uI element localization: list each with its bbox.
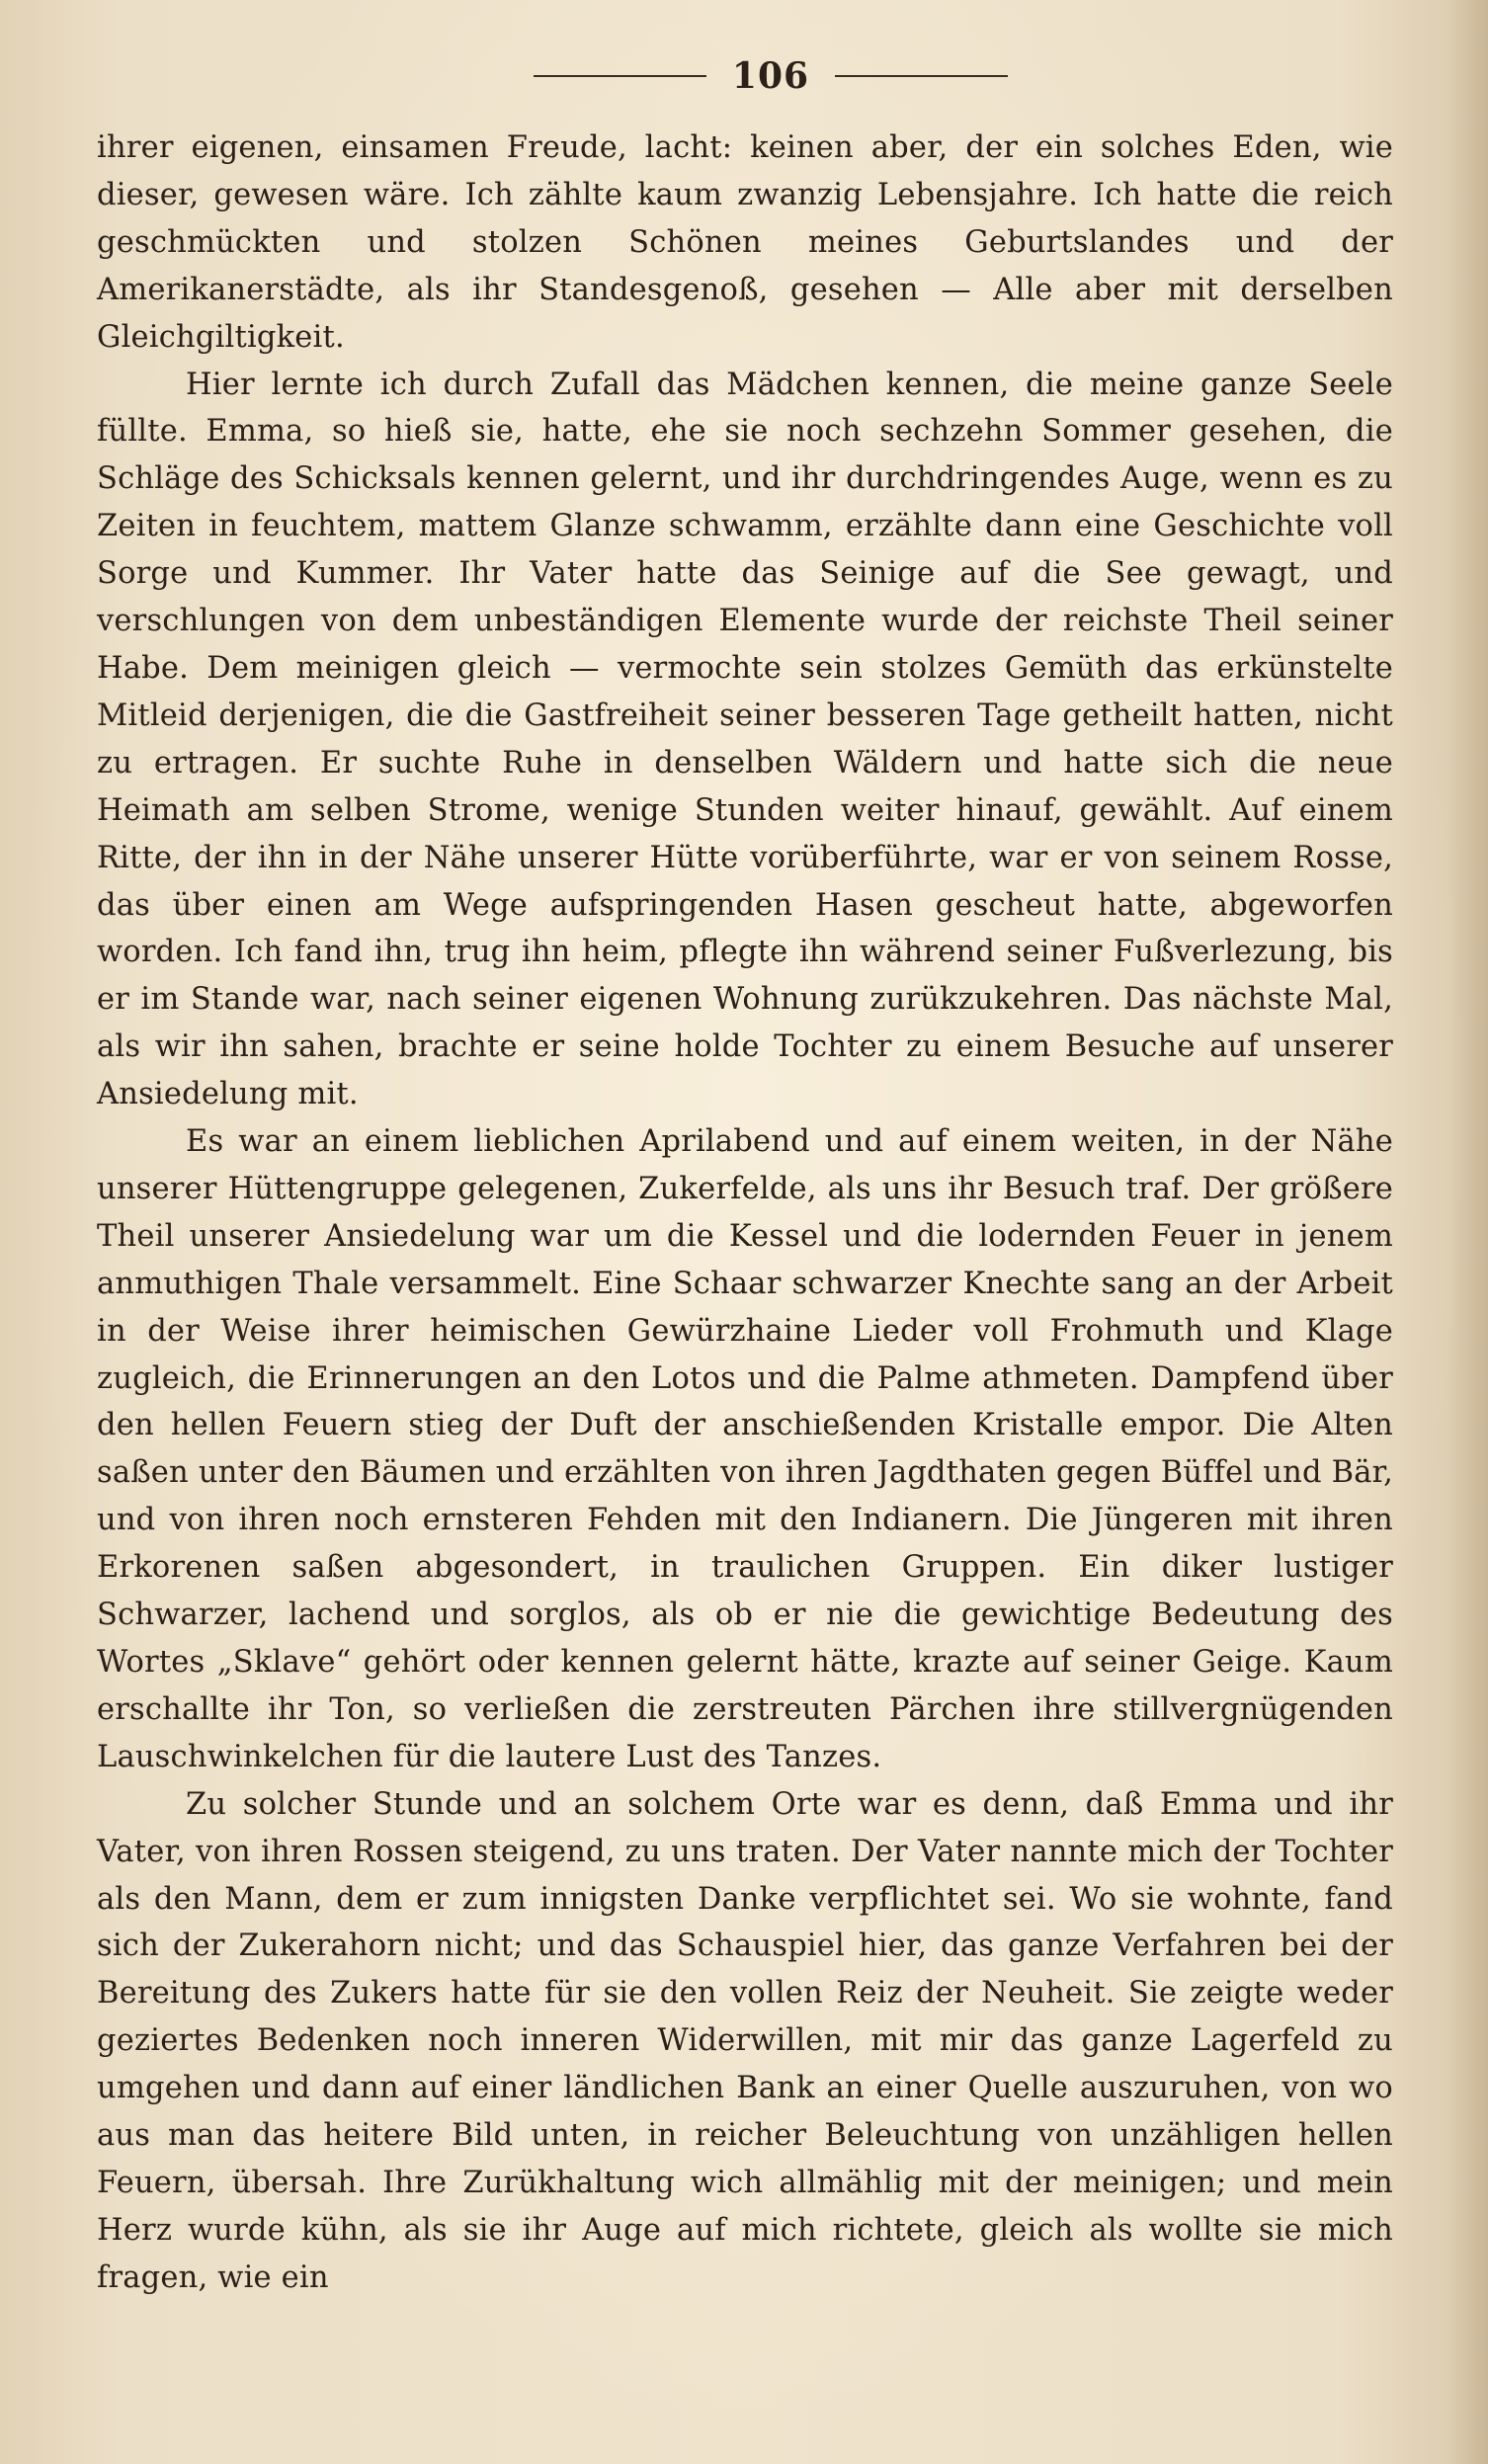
page-body — [97, 124, 1393, 2302]
header-rule-left — [534, 75, 706, 77]
paragraph-continued: ihrer eigenen, einsamen Freude, lacht: keinen aber, der ein solches Eden, wie dieser, gewesen wäre. Ich zählte kaum zwanzig Lebensjahre. Ich hatte die reich geschmückten und stolzen Schönen meines Geburtslandes und der Amerikanerstädte, als ihr Standesgenoß, gesehen — Alle aber mit derselben Gleichgiltigkeit. — [97, 130, 1393, 355]
page-number: 106 — [731, 55, 810, 97]
header-rule-right — [835, 75, 1008, 77]
paragraph: Zu solcher Stunde und an solchem Orte war es denn, daß Emma und ihr Vater, von ihren Rossen steigend, zu uns traten. Der Vater nannte mich der Tochter als den Mann, dem er zum innigsten Danke verpflichtet sei. Wo sie wohnte, fand sich der Zukerahorn nicht; und das Schauspiel hier, das ganze Verfahren bei der Bereitung des Zukers hatte für sie den vollen Reiz der Neuheit. Sie zeigte weder geziertes Bedenken noch inneren Widerwillen, mit mir das ganze Lagerfeld zu umgehen und dann auf einer ländlichen Bank an einer Quelle auszuruhen, von wo aus man das heitere Bild unten, in reicher Beleuchtung von unzähligen hellen Feuern, übersah. Ihre Zurükhaltung wich allmählig mit der meinigen; und mein Herz wurde kühn, als sie ihr Auge auf mich richtete, gleich als wollte sie mich fragen, wie ein — [97, 1786, 1393, 2295]
paragraph: Hier lernte ich durch Zufall das Mädchen kennen, die meine ganze Seele füllte. Emma, so hieß sie, hatte, ehe sie noch sechzehn Sommer gesehen, die Schläge des Schicksals kennen gelernt, und ihr durchdringendes Auge, wenn es zu Zeiten in feuchtem, mattem Glanze schwamm, erzählte dann eine Geschichte voll Sorge und Kummer. Ihr Vater hatte das Seinige auf die See gewagt, und verschlungen von dem unbeständigen Elemente wurde der reichste Theil seiner Habe. Dem meinigen gleich — vermochte sein stolzes Gemüth das erkünstelte Mitleid derjenigen, die die Gastfreiheit seiner besseren Tage getheilt hatten, nicht zu ertragen. Er suchte Ruhe in denselben Wäldern und hatte sich die neue Heimath am selben Strome, wenige Stunden weiter hinauf, gewählt. Auf einem Ritte, der ihn in der Nähe unserer Hütte vorüberführte, war er von seinem Rosse, das über einen am Wege aufspringenden Hasen gescheut hatte, abgeworfen worden. Ich fand ihn, trug ihn heim, pflegte ihn während seiner Fußverlezung, bis er im Stande war, nach seiner eigenen Wohnung zurükzukehren. Das nächste Mal, als wir ihn sahen, brachte er seine holde Tochter zu einem Besuche auf unserer Ansiedelung mit. — [97, 367, 1393, 1112]
page-gutter-shadow — [1448, 0, 1488, 2464]
page-header — [534, 51, 1008, 101]
paragraph: Es war an einem lieblichen Aprilabend und auf einem weiten, in der Nähe unserer Hüttengruppe gelegenen, Zukerfelde, als uns ihr Besuch traf. Der größere Theil unserer Ansiedelung war um die Kessel und die lodernden Feuer in jenem anmuthigen Thale versammelt. Eine Schaar schwarzer Knechte sang an der Arbeit in der Weise ihrer heimischen Gewürzhaine Lieder voll Frohmuth und Klage zugleich, die Erinnerungen an den Lotos und die Palme athmeten. Dampfend über den hellen Feuern stieg der Duft der anschießenden Kristalle empor. Die Alten saßen unter den Bäumen und erzählten von ihren Jagdthaten gegen Büffel und Bär, und von ihren noch ernsteren Fehden mit den Indianern. Die Jüngeren mit ihren Erkorenen saßen abgesondert, in traulichen Gruppen. Ein diker lustiger Schwarzer, lachend und sorglos, als ob er nie die gewichtige Bedeutung des Wortes „Sklave“ gehört oder kennen gelernt hätte, krazte auf seiner Geige. Kaum erschallte ihr Ton, so verließen die zerstreuten Pärchen ihre stillvergnügenden Lauschwinkelchen für die lautere Lust des Tanzes. — [97, 1124, 1393, 1774]
